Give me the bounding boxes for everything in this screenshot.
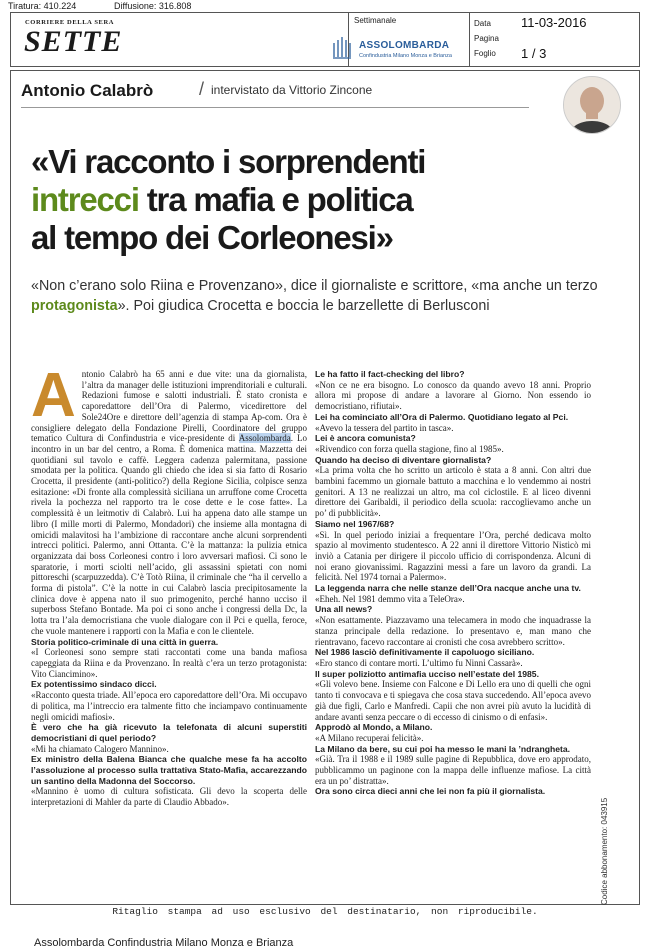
pagina-label: Pagina <box>474 34 499 43</box>
question: Storia politico-criminale di una città in guerra. <box>31 636 219 647</box>
question: Siamo nel 1967/68? <box>315 518 395 529</box>
tiratura: Tiratura: 410.224 <box>8 1 77 11</box>
byline-interviewer: intervistato da Vittorio Zincone <box>211 83 373 97</box>
clipping-header <box>10 12 640 67</box>
question: Approdò al Mondo, a Milano. <box>315 722 433 733</box>
headline-line-1: «Vi racconto i sorprendenti <box>31 143 426 180</box>
article-clipping <box>10 70 640 905</box>
question: Quando ha deciso di diventare giornalista? <box>315 454 492 465</box>
question: Una all news? <box>315 604 373 615</box>
data-value: 11-03-2016 <box>521 15 587 30</box>
assolombarda-logo-icon <box>331 33 355 61</box>
subtitle: «Non c’erano solo Riina e Provenzano», dice il giornaliste e scrittore, «ma anche un terzo protagonista». Poi giudica Crocetta e boccia le barzellette di Berlusconi <box>31 278 598 314</box>
question: Ex potentissimo sindaco dicci. <box>31 679 157 690</box>
highlighted-word: Assolombarda <box>238 433 291 444</box>
question: Lei ha cominciato all’Ora di Palermo. Quotidiano legato al Pci. <box>315 411 569 422</box>
question: Lei è ancora comunista? <box>315 433 416 444</box>
question: Ora sono circa dieci anni che lei non fa più il giornalista. <box>315 786 546 797</box>
headline-line-2: tra mafia e politica <box>138 181 413 218</box>
byline-separator: / <box>199 79 205 99</box>
corriere-logo-text: CORRIERE DELLA SERA <box>25 19 115 26</box>
question: La Milano da bere, su cui poi ha messo le mani la ’ndrangheta. <box>315 743 571 754</box>
question: Il super poliziotto antimafia ucciso nell’estate del 1985. <box>315 668 539 679</box>
article-column-right: Le ha fatto il fact-checking del libro? «Non ce ne era bisogno. Lo conosco da quando avevo 18 anni. Proprio allora mi propose di andare a lavorare al Giorno. Non essendo io democristiano, rifiutai». Lei ha cominciato all’Ora di Palermo. Quotidiano legato al Pci. «Avevo la tessera del partito in tasca». Lei è ancora comunista? «Rivendico con forza quella stagione, fino al 1985». Quando ha deciso di diventare giornalista? «La prima volta che ho scritto un articolo è stata a 8 anni. Con altri due bambini facemmo un giornale battuto a macchina e lo vendemmo ai nostri genitori. A 13 ne realizzai un altro, ma col ciclostile. E al liceo divenni direttore dei Garibaldi, il periodico della scuola: raccoglievamo anche un po’ di pubblicità». Siamo nel 1967/68? «Sì. In quel periodo iniziai a frequentare l’Ora, perché dedicava molto spazio al movimento studentesco. A 22 anni il direttore Vittorio Nisticò mi inviò a Catania per dirigere il piccolo ufficio di corrispondenza. Alcuni di noi erano giovanissimi. Ragazzini messi a fare un lavoro da grandi. La felicità. Nel 1974 tornai a Palermo». La leggenda narra che nelle stanze dell’Ora nacque anche una tv. «Eheh. Nel 1981 demmo vita a TeleOra». Una all news? «Non esattamente. Piazzavamo una telecamera in modo che inquadrasse la stanza principale della redazione. Io presentavo e, man mano che rientravano, facevo raccontare ai cronisti che cosa avrebbero scritto». Nel 1986 lasciò definitivamente il capoluogo siciliano. «Ero stanco di contare morti. L’ultimo fu Ninni Cassarà». Il super poliziotto antimafia ucciso nell’estate del 1985. «Gli volevo bene. Insieme con Falcone e Di Lello era uno di quelli che ogni tanto ti convocava e ti spiegava che cosa stava succedendo. All’epoca avevo già due figli, Carlo e Manfredi. Capii che non avrei più avuto la lucidità di andare avanti senza peccare o di eccesso di cinismo o di enfasi». Approdò al Mondo, a Milano. «A Milano recuperai felicità». La Milano da bere, su cui poi ha messo le mani la ’ndrangheta. «Già. Tra il 1988 e il 1989 sulle pagine di Repubblica, dove ero approdato, pubblicammo un paginone con la mappa delle influenze mafiose. La città era un po’ distratta». Ora sono circa dieci anni che lei non fa più il giornalista. <box>315 369 591 797</box>
headline <box>31 143 551 257</box>
author-portrait <box>563 76 621 134</box>
question: Le ha fatto il fact-checking del libro? <box>315 369 465 379</box>
foglio-label: Foglio <box>474 49 496 58</box>
headline-line-3: al tempo dei Corleonesi» <box>31 219 393 256</box>
byline-name: Antonio Calabrò <box>21 81 154 100</box>
clipping-notice: Ritaglio stampa ad uso esclusivo del destinatario, non riproducibile. <box>112 906 538 917</box>
footer-organization: Assolombarda Confindustria Milano Monza e Brianza <box>34 937 294 949</box>
question: È vero che ha già ricevuto la telefonata di alcuni superstiti democristiani di quel periodo? <box>31 722 307 743</box>
question: La leggenda narra che nelle stanze dell’Ora nacque anche una tv. <box>315 583 581 594</box>
dropcap: A <box>31 361 76 430</box>
assolombarda-name: ASSOLOMBARDA <box>359 40 450 51</box>
question: Nel 1986 lasciò definitivamente il capoluogo siciliano. <box>315 647 535 658</box>
question: Ex ministro della Balena Bianca che qualche mese fa ha accolto l’assoluzione al processo sulla trattativa Stato-Mafia, accarezzando un santino della Madonna del Soccorso. <box>31 754 307 786</box>
article-column-left: Antonio Calabrò ha 65 anni e due vite: una da giornalista, l’altra da manager delle istituzioni imprenditoriali e culturali. Redazioni fumose e salotti industriali. È stato cronista e caporedattore dell’Ora di Palermo, vicedirettore del Sole24Ore e direttore dell’agenzia di stampa Ap-com. Ora è consigliere delegato della Fondazione Pirelli, Coordinatore del gruppo tematico Cultura di Confindustria e vice-presidente di Assolombarda. Lo incontro in un bar del centro, a Roma. È domenica mattina. Mazzetta dei quotidiani sul tavolo e caffè. Leggera cadenza palermitana, passione smodata per la politica. Quando gli chiedo che idea si sia fatto di Rosario Crocetta, il presidente (anti-politico?) della Regione Sicilia, colpisce senza esitazione: «Di fronte alla complessità siciliana un arruffone come Crocetta rivela la pochezza nel rapporto tra le cose dette e le cose fatte». La complessità è un leitmotiv di Calabrò. Lui ha appena dato alle stampe un libro (I mille morti di Palermo, Mondadori) che insieme alla montagna di omicidi malavitosi ha l’ambizione di raccontare anche alcuni sorprendenti intrecci politici. Palermo, anni Ottanta. C’è la mattanza: la pulizia etnica organizzata dai boss Corleonesi contro i loro avversari mafiosi. Ci sono le sparatorie, i morti sciolti nell’acido, gli assassini spietati con nomi pittoreschi (scarpuzzedda). C’è Totò Riina, il criminale che “ha il cervello a forma di pistola”. C’è la notte in cui Calabrò lascia precipitosamente la clinica dove è appena nato il suo primogenito, perché hanno ucciso il superboss Stefano Bontade. Ma poi ci sono anche i congressi della Dc, la lotta tra l’ala democristiana che vuole dialogare con il Pci e quella, feroce, che vuole mantenere i rapporti con la Mafia e con le clientele. Storia politico-criminale di una città in guerra. «I Corleonesi sono sempre stati raccontati come una banda mafiosa capeggiata da Riina e da Provenzano. In realtà c’era un terzo protagonista: Vito Ciancimino». Ex potentissimo sindaco dicci. «Racconto questa triade. All’epoca ero caporedattore dell’Ora. Mi occupavo di politica, ma l’intreccio era talmente fitto che inciampavo continuamente negli omicidi mafiosi». È vero che ha già ricevuto la telefonata di alcuni superstiti democristiani di quel periodo? «Mi ha chiamato Calogero Mannino». Ex ministro della Balena Bianca che qualche mese fa ha accolto l’assoluzione al processo sulla trattativa Stato-Mafia, accarezzando un santino della Madonna del Soccorso. «Mannino è uomo di cultura sofisticata. Gli devo la scoperta delle interpretazioni di Mahler da parte di Claudio Abbado». <box>31 361 308 808</box>
data-label: Data <box>474 19 491 28</box>
sette-logo: SETTE <box>24 25 123 58</box>
subscription-code: Codice abbonamento: 043915 <box>600 797 609 905</box>
assolombarda-subtitle: Confindustria Milano Monza e Brianza <box>359 53 452 59</box>
foglio-value: 1 / 3 <box>521 46 547 61</box>
diffusione: Diffusione: 316.808 <box>114 1 192 11</box>
headline-green-word: intrecci <box>31 181 139 218</box>
frequency-label: Settimanale <box>354 16 397 25</box>
